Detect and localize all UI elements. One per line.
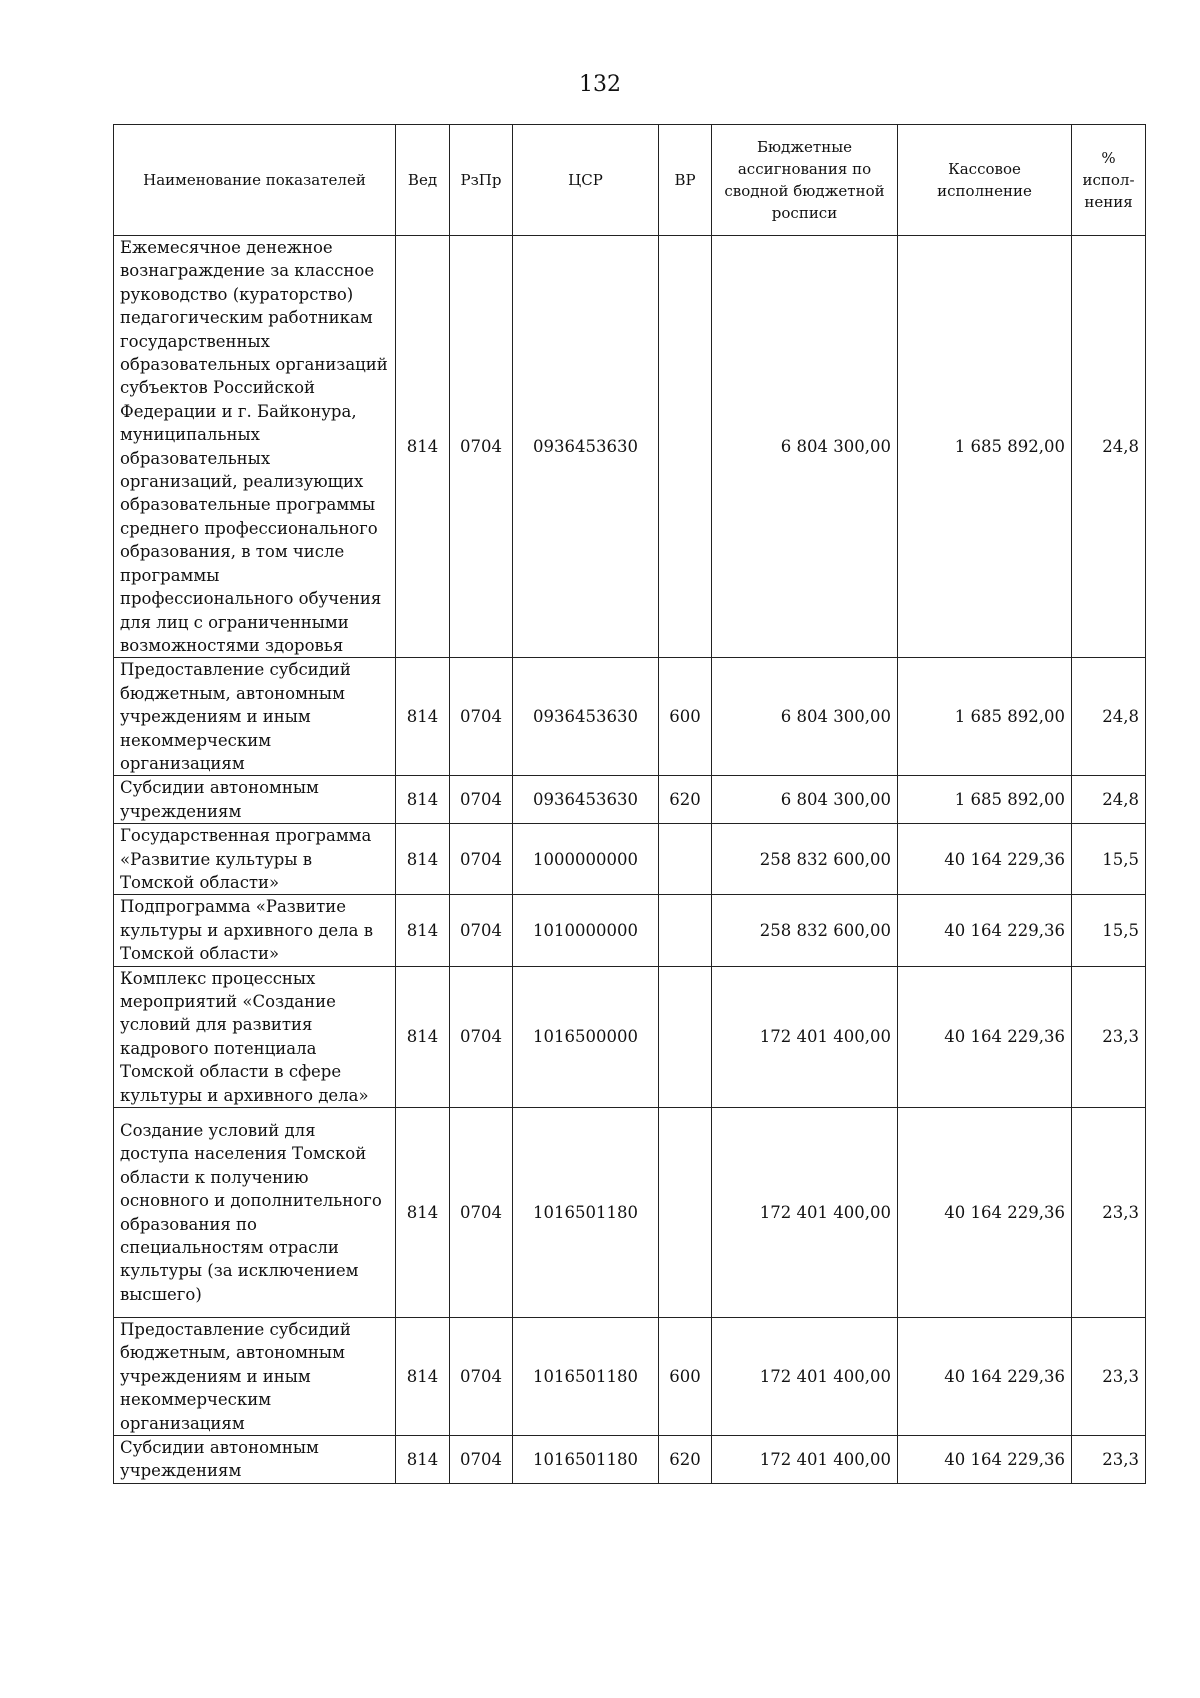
row-csr: 1010000000: [513, 895, 659, 966]
row-percent: 24,8: [1072, 236, 1146, 658]
row-rzpr: 0704: [450, 776, 513, 824]
row-budget: 258 832 600,00: [712, 824, 898, 895]
row-csr: 1016501180: [513, 1108, 659, 1318]
row-budget: 6 804 300,00: [712, 236, 898, 658]
row-name: Государственная программа «Развитие культуры в Томской области»: [114, 824, 396, 895]
row-percent: 23,3: [1072, 966, 1146, 1107]
header-csr: ЦСР: [513, 125, 659, 236]
row-rzpr: 0704: [450, 1108, 513, 1318]
row-rzpr: 0704: [450, 895, 513, 966]
header-rzpr: РзПр: [450, 125, 513, 236]
row-ved: 814: [396, 824, 450, 895]
row-cash: 40 164 229,36: [898, 1108, 1072, 1318]
row-name: Предоставление субсидий бюджетным, автономным учреждениям и иным некоммерческим организациям: [114, 658, 396, 776]
row-name: Ежемесячное денежное вознаграждение за классное руководство (кураторство) педагогическим работникам государственных образовательных организаций субъектов Российской Федерации и г. Байконура, муниципальных образовательных организаций, реализующих образовательные программы среднего профессионального образования, в том числе программы профессионального обучения для лиц с ограниченными возможностями здоровья: [114, 236, 396, 658]
header-ved: Вед: [396, 125, 450, 236]
header-percent: % испол-нения: [1072, 125, 1146, 236]
row-name: Субсидии автономным учреждениям: [114, 776, 396, 824]
row-percent: 23,3: [1072, 1318, 1146, 1436]
row-vr: 600: [659, 1318, 712, 1436]
table-row: [114, 824, 1146, 895]
row-cash: 40 164 229,36: [898, 1436, 1072, 1484]
row-cash: 40 164 229,36: [898, 895, 1072, 966]
row-cash: 40 164 229,36: [898, 1318, 1072, 1436]
header-name: Наименование показателей: [114, 125, 396, 236]
header-vr: ВР: [659, 125, 712, 236]
row-budget: 172 401 400,00: [712, 1108, 898, 1318]
header-budget: Бюджетные ассигнования по сводной бюджетной росписи: [712, 125, 898, 236]
table-row: [114, 1108, 1146, 1318]
row-vr: [659, 824, 712, 895]
row-percent: 15,5: [1072, 824, 1146, 895]
table-row: [114, 236, 1146, 658]
page-number: 132: [579, 72, 621, 97]
row-percent: 23,3: [1072, 1436, 1146, 1484]
row-vr: [659, 966, 712, 1107]
budget-table: [113, 124, 1146, 1484]
row-percent: 24,8: [1072, 776, 1146, 824]
row-rzpr: 0704: [450, 1436, 513, 1484]
table-row: [114, 966, 1146, 1107]
row-ved: 814: [396, 776, 450, 824]
row-ved: 814: [396, 895, 450, 966]
row-csr: 0936453630: [513, 776, 659, 824]
row-ved: 814: [396, 1108, 450, 1318]
row-vr: [659, 236, 712, 658]
table-row: [114, 1436, 1146, 1484]
table-row: [114, 895, 1146, 966]
row-budget: 258 832 600,00: [712, 895, 898, 966]
header-cash: Кассовое исполнение: [898, 125, 1072, 236]
row-rzpr: 0704: [450, 966, 513, 1107]
row-rzpr: 0704: [450, 236, 513, 658]
row-rzpr: 0704: [450, 1318, 513, 1436]
row-name: Подпрограмма «Развитие культуры и архивного дела в Томской области»: [114, 895, 396, 966]
row-ved: 814: [396, 966, 450, 1107]
row-name: Комплекс процессных мероприятий «Создание условий для развития кадрового потенциала Томской области в сфере культуры и архивного дела»: [114, 966, 396, 1107]
row-percent: 23,3: [1072, 1108, 1146, 1318]
table-row: [114, 658, 1146, 776]
row-ved: 814: [396, 1436, 450, 1484]
row-vr: [659, 895, 712, 966]
row-name: Предоставление субсидий бюджетным, автономным учреждениям и иным некоммерческим организациям: [114, 1318, 396, 1436]
row-csr: 0936453630: [513, 658, 659, 776]
row-cash: 1 685 892,00: [898, 658, 1072, 776]
row-csr: 1016501180: [513, 1318, 659, 1436]
table-row: [114, 776, 1146, 824]
row-budget: 6 804 300,00: [712, 776, 898, 824]
row-budget: 172 401 400,00: [712, 1318, 898, 1436]
row-vr: 620: [659, 1436, 712, 1484]
row-budget: 6 804 300,00: [712, 658, 898, 776]
row-name: Субсидии автономным учреждениям: [114, 1436, 396, 1484]
row-vr: [659, 1108, 712, 1318]
row-csr: 1000000000: [513, 824, 659, 895]
row-vr: 600: [659, 658, 712, 776]
row-cash: 1 685 892,00: [898, 776, 1072, 824]
row-csr: 1016501180: [513, 1436, 659, 1484]
row-budget: 172 401 400,00: [712, 1436, 898, 1484]
header-row: [114, 125, 1146, 236]
row-budget: 172 401 400,00: [712, 966, 898, 1107]
row-percent: 15,5: [1072, 895, 1146, 966]
row-ved: 814: [396, 658, 450, 776]
row-ved: 814: [396, 236, 450, 658]
row-ved: 814: [396, 1318, 450, 1436]
row-vr: 620: [659, 776, 712, 824]
row-rzpr: 0704: [450, 824, 513, 895]
row-rzpr: 0704: [450, 658, 513, 776]
row-cash: 40 164 229,36: [898, 824, 1072, 895]
row-csr: 0936453630: [513, 236, 659, 658]
table-row: [114, 1318, 1146, 1436]
row-name: Создание условий для доступа населения Томской области к получению основного и дополнительного образования по специальностям отрасли культуры (за исключением высшего): [114, 1108, 396, 1318]
row-cash: 1 685 892,00: [898, 236, 1072, 658]
row-cash: 40 164 229,36: [898, 966, 1072, 1107]
row-percent: 24,8: [1072, 658, 1146, 776]
row-csr: 1016500000: [513, 966, 659, 1107]
